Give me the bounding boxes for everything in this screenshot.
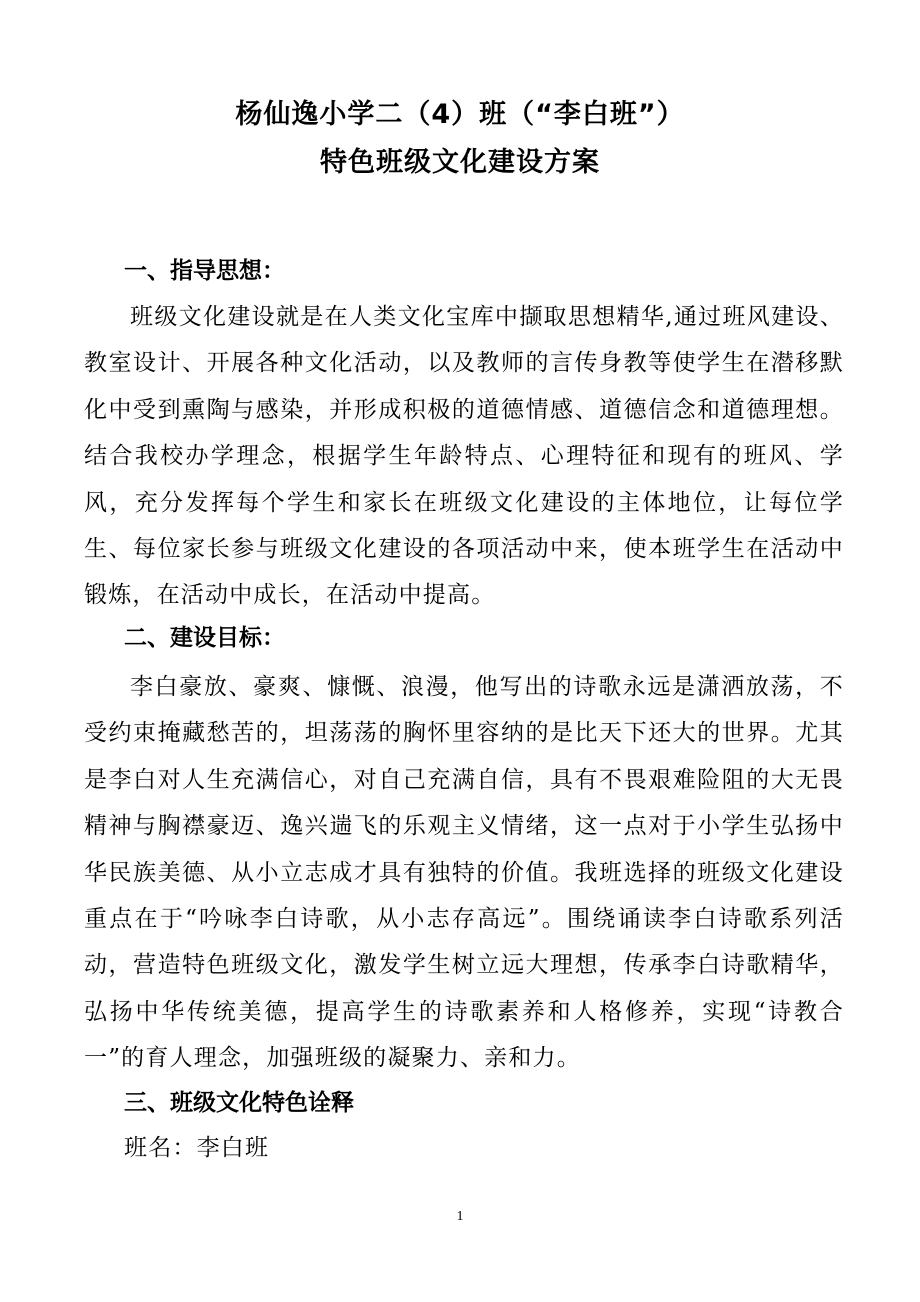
page-number: 1 — [456, 1209, 464, 1224]
section-2-paragraph: 李白豪放、豪爽、慷慨、浪漫，他写出的诗歌永远是潇洒放荡，不受约束掩藏愁苦的，坦荡荡的胸怀里容纳的是比天下还大的世界。尤其是李白对人生充满信心，对自己充满自信，具有不畏艰难险阻的大无畏精神与胸襟豪迈、逸兴遄飞的乐观主义情绪，这一点对于小学生弘扬中华民族美德、从小立志成才具有独特的价值。我班选择的班级文化建设重点在于“吟咏李白诗歌，从小志存高远”。围绕诵读李白诗歌系列活动，营造特色班级文化，激发学生树立远大理想，传承李白诗歌精华，弘扬中华传统美德，提高学生的诗歌素养和人格修养，实现“诗教合一”的育人理念，加强班级的凝聚力、亲和力。 — [84, 674, 844, 1072]
section-1-heading: 一、指导思想： — [124, 258, 285, 284]
class-name-line: 班名：李白班 — [124, 1135, 270, 1161]
section-1-paragraph: 班级文化建设就是在人类文化宝库中撷取思想精华,通过班风建设、教室设计、开展各种文化活动，以及教师的言传身教等使学生在潜移默化中受到熏陶与感染，并形成积极的道德情感、道德信念和道德理想。结合我校办学理念，根据学生年龄特点、心理特征和现有的班风、学风，充分发挥每个学生和家长在班级文化建设的主体地位，让每位学生、每位家长参与班级文化建设的各项活动中来，使本班学生在活动中锻炼，在活动中成长，在活动中提高。 — [84, 304, 844, 609]
section-3-heading: 三、班级文化特色诠释 — [124, 1090, 354, 1116]
document-title-line-2: 特色班级文化建设方案 — [320, 147, 600, 178]
section-2-heading: 二、建设目标： — [124, 625, 285, 651]
document-title-line-1: 杨仙逸小学二（4）班（“李白班”） — [235, 99, 685, 130]
